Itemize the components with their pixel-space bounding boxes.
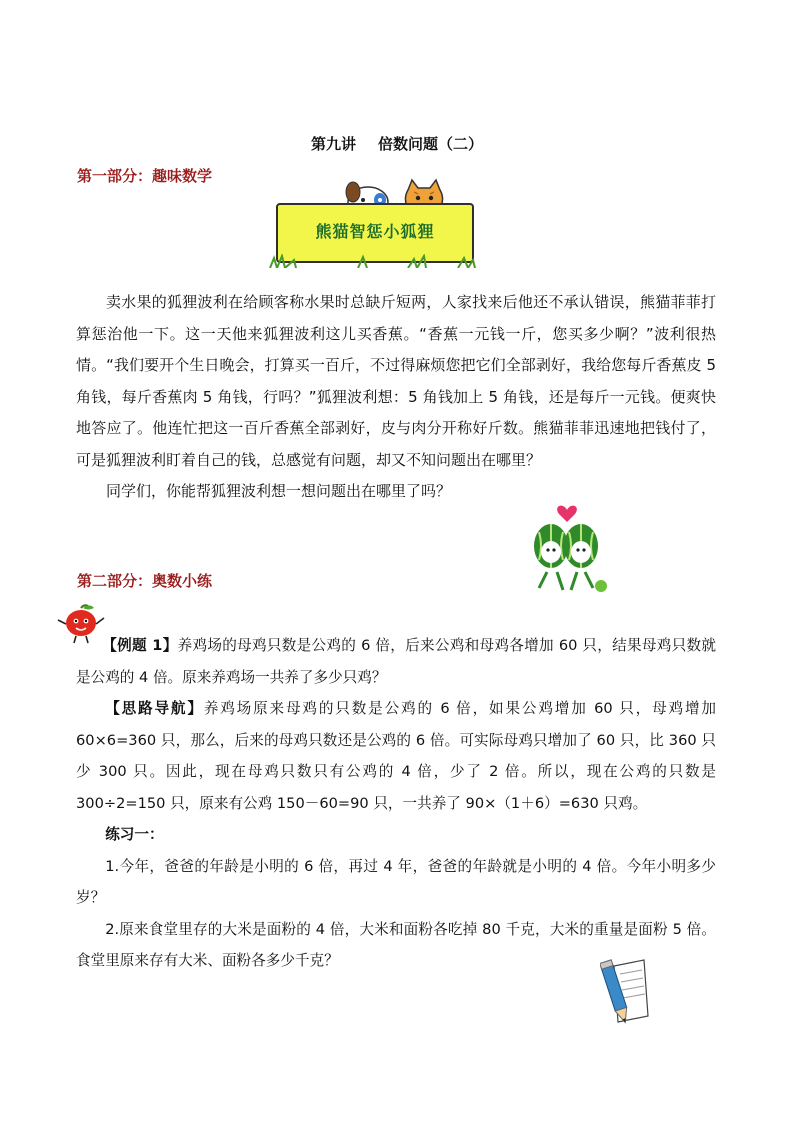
solution-guide-label: 【思路导航】: [105, 700, 204, 717]
story-banner: [268, 178, 477, 270]
lesson-topic: 倍数问题（二）: [378, 135, 484, 153]
page-title: [0, 133, 794, 154]
banner-title: 熊猫智惩小狐狸: [315, 222, 435, 241]
solution-guide: [76, 693, 716, 819]
grass-decoration: [268, 254, 477, 268]
solution-guide-text: 养鸡场原来母鸡的只数是公鸡的 6 倍，如果公鸡增加 60 只，母鸡增加 60×6=360 只，那么，后来的母鸡只数还是公鸡的 6 倍。可实际母鸡只增加了 60 只，比 360 只少 300 只。因此，现在母鸡只数只有公鸡的 4 倍，少了 2 倍。所以，现在公鸡的只数是 300÷2=150 只，原来有公鸡 150－60=90 只，一共养了 90×（1＋6）=630 只鸡。: [76, 700, 716, 812]
section-heading-fun-math: 第一部分：趣味数学: [77, 167, 213, 185]
story-text: [76, 287, 716, 508]
lesson-number: 第九讲: [310, 135, 356, 153]
practice-heading: 练习一：: [105, 826, 164, 843]
watermelon-kids-icon: [523, 502, 611, 598]
example-1-text: 养鸡场的母鸡只数是公鸡的 6 倍，后来公鸡和母鸡各增加 60 只，结果母鸡只数就是公鸡的 4 倍。原来养鸡场一共养了多少只鸡？: [76, 637, 716, 686]
practice-question-1: 1.今年，爸爸的年龄是小明的 6 倍，再过 4 年，爸爸的年龄就是小明的 4 倍。今年小明多少岁？: [76, 857, 716, 906]
section-heading-olympiad-practice: 第二部分：奥数小练: [77, 572, 213, 590]
practice-question-2: 2.原来食堂里存的大米是面粉的 4 倍，大米和面粉各吃掉 80 千克，大米的重量是面粉 5 倍。食堂里原来存有大米、面粉各多少千克？: [76, 920, 716, 969]
example-section: [76, 630, 716, 977]
example-1: [76, 630, 716, 693]
story-paragraph-1: 卖水果的狐狸波利在给顾客称水果时总缺斤短两，人家找来后他还不承认错误，熊猫菲菲打算惩治他一下。这一天他来狐狸波利这儿买香蕉。“香蕉一元钱一斤，您买多少啊？”波利很热情。“我们要开个生日晚会，打算买一百斤，不过得麻烦您把它们全部剥好，我给您每斤香蕉皮 5 角钱，每斤香蕉肉 5 角钱，行吗？”狐狸波利想：5 角钱加上 5 角钱，还是每斤一元钱。便爽快地答应了。他连忙把这一百斤香蕉全部剥好，皮与肉分开称好斤数。熊猫菲菲迅速地把钱付了，可是狐狸波利盯着自己的钱，总感觉有问题，却又不知问题出在哪里？: [76, 293, 716, 469]
story-paragraph-2: 同学们，你能帮狐狸波利想一想问题出在哪里了吗？: [106, 482, 452, 500]
example-1-label: 【例题 1】: [102, 637, 178, 654]
pencil-notepad-icon: [600, 958, 650, 1028]
